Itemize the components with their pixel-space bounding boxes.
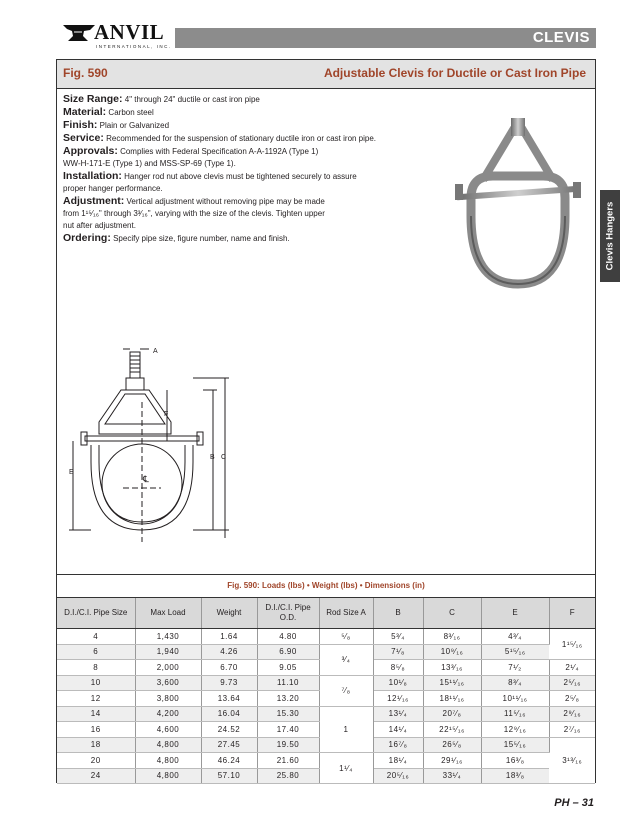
dim-label-c: C — [221, 454, 227, 461]
product-panel — [56, 59, 596, 783]
col-c: C — [423, 598, 481, 629]
cell-b: 8⁵⁄₈ — [373, 660, 423, 676]
spec-size-range: Size Range: 4" through 24" ductile or cast iron pipe — [63, 93, 260, 105]
cell-f: 1¹⁵⁄₁₆ — [549, 629, 595, 660]
cell-b: 7¹⁄₈ — [373, 644, 423, 660]
cell-od: 9.05 — [257, 660, 319, 676]
cell-f: 2⁵⁄₁₆ — [549, 675, 595, 691]
cell-od: 19.50 — [257, 737, 319, 753]
table-row — [57, 629, 595, 645]
centerline-label: ℄ — [143, 474, 149, 484]
cell-load: 3,600 — [135, 675, 201, 691]
spec-material: Material: Carbon steel — [63, 106, 154, 118]
cell-load: 1,430 — [135, 629, 201, 645]
cell-od: 15.30 — [257, 706, 319, 722]
dimensions-table — [57, 598, 595, 784]
col-weight: Weight — [201, 598, 257, 629]
cell-e: 16³⁄₈ — [481, 753, 549, 769]
cell-od: 25.80 — [257, 768, 319, 784]
cell-b: 10¹⁄₈ — [373, 675, 423, 691]
cell-od: 6.90 — [257, 644, 319, 660]
cell-e: 15⁵⁄₁₆ — [481, 737, 549, 753]
cell-load: 4,200 — [135, 706, 201, 722]
table-row — [57, 675, 595, 691]
table-row — [57, 706, 595, 722]
cell-rod: 1¹⁄₄ — [319, 753, 373, 784]
cell-weight: 1.64 — [201, 629, 257, 645]
figure-number: Fig. 590 — [63, 66, 108, 80]
cell-rod: ⁵⁄₈ — [319, 629, 373, 645]
col-b: B — [373, 598, 423, 629]
cell-od: 13.20 — [257, 691, 319, 707]
spec-adjustment-line3: nut after adjustment. — [63, 221, 136, 230]
spec-approvals-line2: WW-H-171-E (Type 1) and MSS-SP-69 (Type 1). — [63, 159, 236, 168]
cell-e: 7¹⁄₂ — [481, 660, 549, 676]
cell-b: 14¹⁄₄ — [373, 722, 423, 738]
cell-c: 33¹⁄₄ — [423, 768, 481, 784]
cell-b: 5³⁄₄ — [373, 629, 423, 645]
cell-e: 18³⁄₈ — [481, 768, 549, 784]
cell-weight: 27.45 — [201, 737, 257, 753]
brand-sub: INTERNATIONAL, INC. — [96, 44, 172, 49]
cell-weight: 6.70 — [201, 660, 257, 676]
dimension-drawing — [63, 342, 253, 552]
cell-b: 20⁵⁄₁₆ — [373, 768, 423, 784]
col-max-load: Max Load — [135, 598, 201, 629]
side-tab-label: Clevis Hangers — [604, 201, 616, 271]
table-title: Fig. 590: Loads (lbs) • Weight (lbs) • Dimensions (in) — [57, 574, 595, 598]
cell-rod: ³⁄₄ — [319, 644, 373, 675]
spec-finish: Finish: Plain or Galvanized — [63, 119, 170, 131]
cell-load: 4,600 — [135, 722, 201, 738]
cell-c: 26⁵⁄₈ — [423, 737, 481, 753]
cell-size: 14 — [57, 706, 135, 722]
product-photo — [453, 116, 583, 291]
cell-e: 8³⁄₄ — [481, 675, 549, 691]
cell-b: 18¹⁄₄ — [373, 753, 423, 769]
cell-weight: 46.24 — [201, 753, 257, 769]
cell-b: 13¹⁄₄ — [373, 706, 423, 722]
cell-c: 18¹¹⁄₁₆ — [423, 691, 481, 707]
cell-size: 8 — [57, 660, 135, 676]
cell-load: 4,800 — [135, 753, 201, 769]
cell-od: 11.10 — [257, 675, 319, 691]
cell-c: 15¹¹⁄₁₆ — [423, 675, 481, 691]
spec-adjustment-line2: from 1¹⁵⁄₁₆" through 3³⁄₁₆", varying with the size of the clevis. Tighten upper — [63, 209, 325, 218]
dim-label-f: F — [164, 411, 169, 418]
cell-weight: 13.64 — [201, 691, 257, 707]
cell-od: 21.60 — [257, 753, 319, 769]
panel-header — [57, 60, 595, 89]
cell-weight: 4.26 — [201, 644, 257, 660]
cell-size: 16 — [57, 722, 135, 738]
dim-label-e: E — [69, 469, 74, 476]
cell-e: 11⁵⁄₁₆ — [481, 706, 549, 722]
cell-f: 3¹³⁄₁₆ — [549, 737, 595, 784]
table-row — [57, 644, 595, 660]
cell-weight: 57.10 — [201, 768, 257, 784]
spec-ordering: Ordering: Specify pipe size, figure number, name and finish. — [63, 232, 290, 244]
anvil-icon — [62, 22, 96, 44]
cell-weight: 16.04 — [201, 706, 257, 722]
cell-e: 5¹⁵⁄₁₆ — [481, 644, 549, 660]
cell-size: 20 — [57, 753, 135, 769]
cell-c: 13³⁄₁₆ — [423, 660, 481, 676]
cell-load: 2,000 — [135, 660, 201, 676]
cell-load: 4,800 — [135, 737, 201, 753]
dim-label-a: A — [153, 348, 158, 355]
spec-adjustment: Adjustment: Vertical adjustment without removing pipe may be made — [63, 195, 325, 207]
cell-c: 22¹⁵⁄₁₆ — [423, 722, 481, 738]
cell-c: 8³⁄₁₆ — [423, 629, 481, 645]
brand-name: ANVIL — [94, 20, 165, 44]
cell-c: 20⁷⁄₈ — [423, 706, 481, 722]
cell-load: 1,940 — [135, 644, 201, 660]
cell-f: 2⁵⁄₈ — [549, 691, 595, 707]
cell-b: 16⁷⁄₈ — [373, 737, 423, 753]
cell-rod: ⁷⁄₈ — [319, 675, 373, 706]
cell-c: 10⁹⁄₁₆ — [423, 644, 481, 660]
col-pipe-od: D.I./C.I. Pipe O.D. — [257, 598, 319, 629]
cell-od: 17.40 — [257, 722, 319, 738]
cell-f: 2¹⁄₄ — [549, 660, 595, 676]
cell-size: 18 — [57, 737, 135, 753]
section-banner — [175, 28, 596, 48]
spec-list — [63, 93, 408, 245]
cell-od: 4.80 — [257, 629, 319, 645]
cell-e: 4³⁄₄ — [481, 629, 549, 645]
cell-size: 4 — [57, 629, 135, 645]
cell-weight: 9.73 — [201, 675, 257, 691]
product-title: Adjustable Clevis for Ductile or Cast Iron Pipe — [323, 66, 586, 80]
cell-size: 10 — [57, 675, 135, 691]
col-pipe-size: D.I./C.I. Pipe Size — [57, 598, 135, 629]
table-header-row — [57, 598, 595, 629]
cell-size: 24 — [57, 768, 135, 784]
col-f: F — [549, 598, 595, 629]
cell-c: 29¹⁄₁₆ — [423, 753, 481, 769]
cell-size: 12 — [57, 691, 135, 707]
col-rod-size: Rod Size A — [319, 598, 373, 629]
dimensions-table-wrap — [57, 574, 595, 784]
cell-b: 12¹⁄₁₆ — [373, 691, 423, 707]
table-row — [57, 753, 595, 769]
cell-rod: 1 — [319, 706, 373, 753]
cell-e: 12⁹⁄₁₆ — [481, 722, 549, 738]
banner-title: CLEVIS — [532, 29, 590, 46]
page-number: PH – 31 — [554, 797, 594, 809]
anvil-logo — [62, 20, 172, 54]
dim-label-b: B — [210, 454, 215, 461]
cell-f: 2⁷⁄₁₆ — [549, 722, 595, 738]
cell-load: 4,800 — [135, 768, 201, 784]
spec-installation-line2: proper hanger performance. — [63, 184, 163, 193]
cell-f: 2⁹⁄₁₆ — [549, 706, 595, 722]
col-e: E — [481, 598, 549, 629]
spec-service: Service: Recommended for the suspension of stationary ductile iron or cast iron pipe. — [63, 132, 377, 144]
cell-e: 10¹¹⁄₁₆ — [481, 691, 549, 707]
side-tab — [600, 190, 620, 282]
cell-size: 6 — [57, 644, 135, 660]
cell-weight: 24.52 — [201, 722, 257, 738]
spec-approvals: Approvals: Complies with Federal Specification A-A-1192A (Type 1) — [63, 145, 319, 157]
cell-load: 3,800 — [135, 691, 201, 707]
spec-installation: Installation: Hanger rod nut above clevis must be tightened securely to assure — [63, 170, 357, 182]
